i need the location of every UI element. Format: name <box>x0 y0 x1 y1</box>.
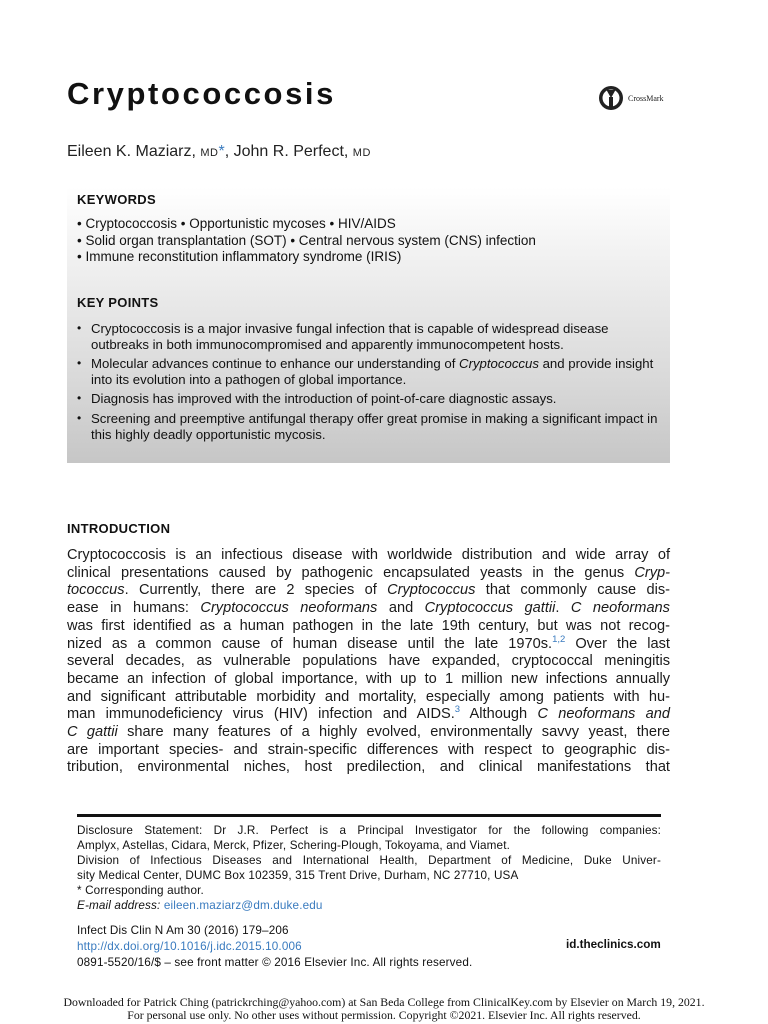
corresponding-author-note: * Corresponding author. <box>77 884 204 897</box>
text-run: ease in humans: <box>67 600 201 617</box>
introduction-paragraph <box>67 547 670 777</box>
doi-link[interactable]: http://dx.doi.org/10.1016/j.idc.2015.10.006 <box>77 940 302 953</box>
paragraph-line: tribution, environmental niches, host predilection, and clinical manifestations that <box>67 759 670 776</box>
journal-citation: Infect Dis Clin N Am 30 (2016) 179–206 <box>77 924 289 937</box>
paragraph-line <box>67 633 670 654</box>
footnotes-block <box>77 823 661 913</box>
citation-block <box>77 923 472 971</box>
genus-name: Cryptococcus <box>459 356 539 372</box>
reference-link[interactable]: 3 <box>454 704 461 716</box>
email-label: E-mail address: <box>77 899 161 912</box>
copyright-line: 0891-5520/16/$ – see front matter © 2016 Elsevier Inc. All rights reserved. <box>77 956 473 969</box>
italic-run: Cryptococcus neoformans <box>200 600 378 617</box>
keywords-keypoints-box <box>67 187 670 463</box>
italic-run: C neoformans and <box>537 706 670 723</box>
paragraph-line: several decades, as vulnerable populations have expanded, cryptococcal meningitis <box>67 653 670 670</box>
paragraph-line: was first identified as a human pathogen in the late 19th century, but was not recog- <box>67 617 670 634</box>
italic-run: C neoformans <box>570 600 670 617</box>
reference-link[interactable]: 1,2 <box>552 633 566 645</box>
text-run: Although <box>460 706 538 723</box>
disclosure-line: Disclosure Statement: Dr J.R. Perfect is a Principal Investigator for the following companies: <box>77 824 661 837</box>
paragraph-line <box>67 724 670 742</box>
text-run: that commonly cause dis- <box>475 582 670 599</box>
paragraph-line <box>67 600 670 618</box>
footnote-divider <box>77 814 661 817</box>
email-link[interactable]: eileen.maziarz@dm.duke.edu <box>163 899 323 912</box>
text-run: share many features of a highly evolved, environmentally savvy yeast, there <box>117 724 670 741</box>
paragraph-line: are important species- and strain-specific differences with respect to geographic dis- <box>67 741 670 758</box>
keywords-list <box>77 216 536 266</box>
keyword-line: • Cryptococcosis • Opportunistic mycoses • HIV/AIDS <box>77 216 396 231</box>
crossmark-label: CrossMark <box>628 93 664 103</box>
author-degree: MD <box>200 147 219 159</box>
paragraph-line: Cryptococcosis is an infectious disease with worldwide distribution and wide array of <box>67 547 670 563</box>
key-point-item: • Screening and preemptive antifungal therapy offer great promise in making a significant impact in this highly deadly opportunistic mycosis. <box>77 411 663 442</box>
introduction-heading: INTRODUCTION <box>67 521 171 536</box>
italic-run: Cryp- <box>634 564 670 581</box>
italic-run: Cryptococcus <box>387 582 476 599</box>
key-point-text: Molecular advances continue to enhance our understanding of <box>91 356 460 372</box>
key-points-list <box>77 321 663 446</box>
author-name: Eileen K. Maziarz, <box>67 143 201 160</box>
text-run: . <box>555 600 571 617</box>
author-list <box>67 143 371 161</box>
keyword-line: • Solid organ transplantation (SOT) • Central nervous system (CNS) infection <box>77 232 536 248</box>
key-point-item <box>77 356 663 387</box>
crossmark-icon <box>598 85 624 111</box>
paragraph-line <box>67 706 670 724</box>
journal-site-link[interactable]: id.theclinics.com <box>566 938 661 951</box>
paragraph-line <box>67 565 670 583</box>
author-name: John R. Perfect, <box>233 143 353 160</box>
download-notice <box>0 996 768 1022</box>
text-run: and <box>377 600 425 617</box>
keyword-line: • Immune reconstitution inflammatory syndrome (IRIS) <box>77 249 402 264</box>
keywords-heading: KEYWORDS <box>77 192 156 207</box>
italic-run: Cryptococcus gattii <box>424 600 556 617</box>
key-point-text: and provide insight into its evolution into a pathogen of global importance. <box>91 356 654 387</box>
text-run: man immunodeficiency virus (HIV) infection and AIDS. <box>67 706 455 723</box>
paragraph-line: and significant attributable morbidity and mortality, especially among patients with hu- <box>67 688 670 705</box>
paragraph-line: became an infection of global importance, with up to 1 million new infections annually <box>67 670 670 687</box>
italic-run: tococcus <box>67 582 125 599</box>
email-line <box>77 898 661 913</box>
text-run: nized as a common cause of human disease until the late 1970s. <box>67 635 553 652</box>
author-degree: MD <box>352 147 371 159</box>
text-run: . Currently, there are 2 species of <box>124 582 388 599</box>
download-notice-line: Downloaded for Patrick Ching (patrickrching@yahoo.com) at San Beda College from ClinicalKey.com by Elsevier on March 19, 2021. <box>63 995 705 1009</box>
download-notice-line: For personal use only. No other uses without permission. Copyright ©2021. Elsevier Inc. All rights reserved. <box>127 1008 641 1022</box>
author-separator: , <box>224 143 234 160</box>
corresponding-author-mark[interactable]: * <box>218 143 225 160</box>
crossmark-badge[interactable] <box>598 85 664 111</box>
affiliation-line: sity Medical Center, DUMC Box 102359, 315 Trent Drive, Durham, NC 27710, USA <box>77 869 519 882</box>
affiliation-line: Division of Infectious Diseases and International Health, Department of Medicine, Duke Univer- <box>77 854 661 867</box>
article-title: Cryptococcosis <box>67 76 336 111</box>
text-run: Over the last <box>565 635 670 652</box>
key-point-item: • Diagnosis has improved with the introduction of point-of-care diagnostic assays. <box>77 391 663 407</box>
paragraph-line <box>67 582 670 600</box>
key-point-item: • Cryptococcosis is a major invasive fungal infection that is capable of widespread disease outbreaks in both immunocompromised and apparently immunocompetent hosts. <box>77 321 663 352</box>
italic-run: C gattii <box>67 724 118 741</box>
disclosure-line: Amplyx, Astellas, Cidara, Merck, Pfizer, Schering-Plough, Tokoyama, and Viamet. <box>77 839 511 852</box>
text-run: clinical presentations caused by pathogenic encapsulated yeasts in the genus <box>67 564 635 581</box>
key-points-heading: KEY POINTS <box>77 295 159 310</box>
